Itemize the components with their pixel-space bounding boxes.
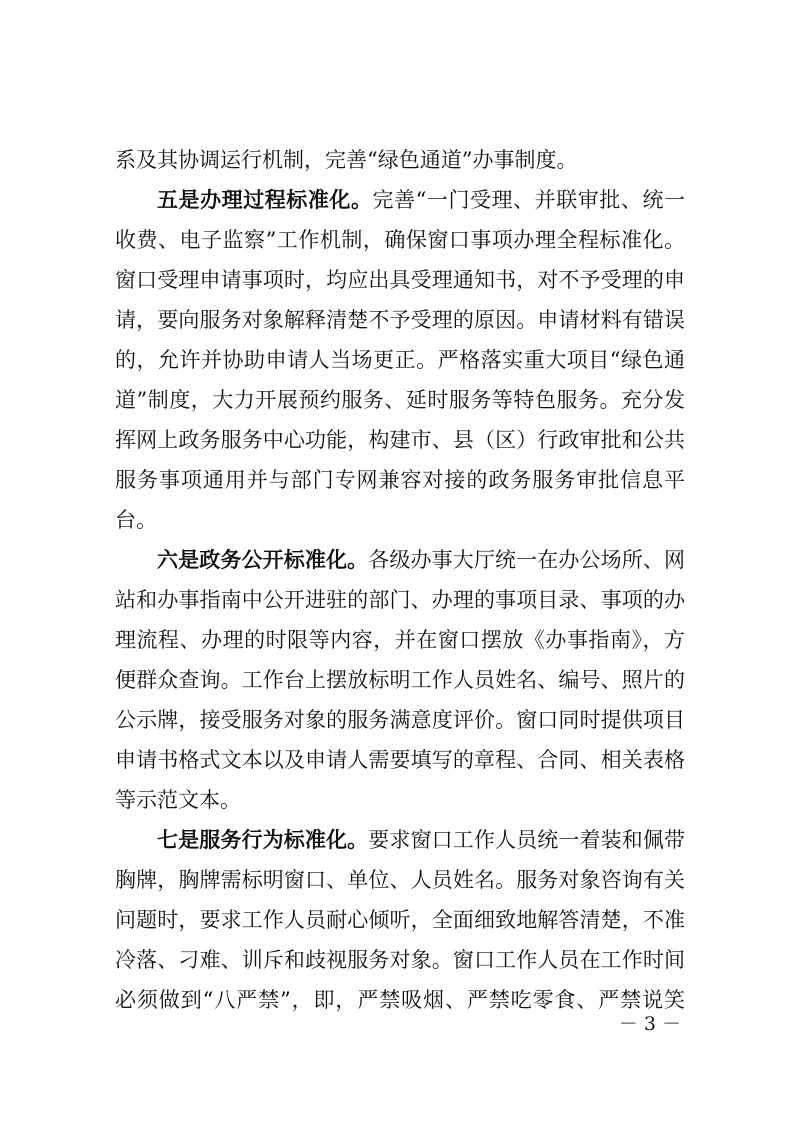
text-line: 胸牌，胸牌需标明窗口、单位、人员姓名。服务对象咨询有关: [115, 868, 685, 892]
paragraph-five-first-line: [115, 180, 685, 220]
heading-six: 六是政务公开标准化。: [157, 547, 369, 572]
text-line: 请，要向服务对象解释清楚不予受理的原因。申请材料有错误: [115, 308, 685, 332]
text-line: 道”制度，大力开展预约服务、延时服务等特色服务。充分发: [115, 388, 685, 412]
paragraph-seven-first-line: [115, 820, 685, 860]
text-line: 挥网上政务服务中心功能，构建市、县（区）行政审批和公共: [115, 428, 685, 452]
text-line: 的，允许并协助申请人当场更正。严格落实重大项目“绿色通: [115, 348, 685, 372]
text-line: 收费、电子监察”工作机制，确保窗口事项办理全程标准化。: [115, 228, 685, 252]
text-line: 站和办事指南中公开进驻的部门、办理的事项目录、事项的办: [115, 588, 685, 612]
heading-five: 五是办理过程标准化。: [157, 187, 373, 212]
body-text: [115, 140, 685, 1020]
text-line: 理流程、办理的时限等内容，并在窗口摆放《办事指南》，方: [115, 628, 685, 652]
text-line: 窗口受理申请事项时，均应出具受理通知书，对不予受理的申: [115, 268, 685, 292]
paragraph-six-first-line: [115, 540, 685, 580]
text-line: 各级办事大厅统一在办公场所、网: [368, 548, 685, 572]
text-line: 问题时，要求工作人员耐心倾听，全面细致地解答清楚，不准: [115, 908, 685, 932]
heading-seven: 七是服务行为标准化。: [157, 827, 369, 852]
text-line: 申请书格式文本以及申请人需要填写的章程、合同、相关表格: [115, 748, 685, 772]
text-line: 冷落、刁难、训斥和歧视服务对象。窗口工作人员在工作时间: [115, 948, 685, 972]
text-line: 台。: [115, 508, 157, 532]
page-number: － 3 －: [618, 1013, 681, 1035]
text-line: 系及其协调运行机制，完善“绿色通道”办事制度。: [115, 148, 578, 172]
text-line: 必须做到“八严禁”，即，严禁吸烟、严禁吃零食、严禁说笑: [115, 988, 685, 1012]
text-line: 服务事项通用并与部门专网兼容对接的政务服务审批信息平: [115, 468, 685, 492]
text-line: 公示牌，接受服务对象的服务满意度评价。窗口同时提供项目: [115, 708, 685, 732]
text-line: 便群众查询。工作台上摆放标明工作人员姓名、编号、照片的: [115, 668, 685, 692]
text-line: 等示范文本。: [115, 788, 241, 812]
text-line: 完善“一门受理、并联审批、统一: [372, 188, 685, 212]
text-line: 要求窗口工作人员统一着装和佩带: [368, 828, 685, 852]
